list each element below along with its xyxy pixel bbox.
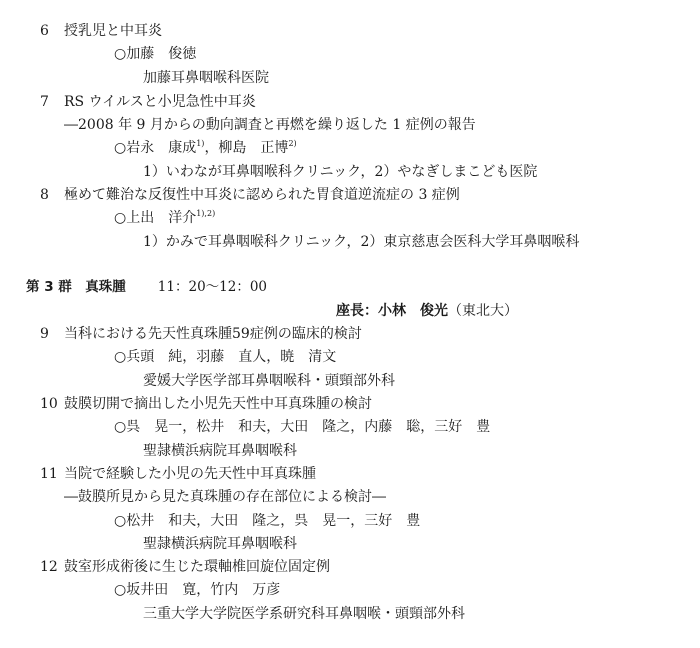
group-title: 第 3 群 真珠腫 bbox=[26, 279, 126, 295]
item-number: 10 bbox=[40, 396, 58, 412]
item-9-authors: ○兵頭 純，羽藤 直人，暁 清文 bbox=[114, 349, 337, 365]
item-11-subtitle: ―鼓膜所見から見た真珠腫の存在部位による検討― bbox=[64, 489, 386, 505]
chair-label: 座長： bbox=[336, 303, 378, 319]
item-7-authors bbox=[114, 141, 297, 155]
author-name: ，柳島 正博 bbox=[204, 140, 289, 156]
item-number: 7 bbox=[40, 94, 49, 110]
author-affil-mark: 1),2) bbox=[196, 209, 216, 218]
item-title: 授乳児と中耳炎 bbox=[64, 23, 162, 39]
item-10-authors: ○呉 晃一，松井 和夫，大田 隆之，内藤 聡，三好 豊 bbox=[114, 419, 491, 435]
item-title: 当院で経験した小児の先天性中耳真珠腫 bbox=[64, 466, 316, 482]
author-name: ○岩永 康成 bbox=[114, 140, 197, 156]
item-7-subtitle: ―2008 年 9 月からの動向調査と再燃を繰り返した 1 症例の報告 bbox=[64, 117, 476, 133]
chairperson-line bbox=[336, 304, 518, 318]
item-11-affiliation: 聖隷横浜病院耳鼻咽喉科 bbox=[143, 536, 297, 552]
program-item-9-title bbox=[40, 327, 362, 341]
item-number: 11 bbox=[40, 466, 58, 482]
item-8-authors bbox=[114, 211, 215, 225]
item-6-affiliation: 加藤耳鼻咽喉科医院 bbox=[143, 70, 269, 86]
program-item-12-title bbox=[40, 560, 330, 574]
group-heading bbox=[26, 281, 267, 295]
item-number: 8 bbox=[40, 187, 49, 203]
program-item-7-title bbox=[40, 95, 256, 109]
item-8-affiliation: 1）かみで耳鼻咽喉科クリニック，2）東京慈恵会医科大学耳鼻咽喉科 bbox=[143, 234, 580, 250]
item-title: 極めて難治な反復性中耳炎に認められた胃食道逆流症の 3 症例 bbox=[64, 187, 460, 203]
author-affil-mark: 1) bbox=[196, 139, 205, 148]
item-12-affiliation: 三重大学大学院医学系研究科耳鼻咽喉・頭頸部外科 bbox=[143, 606, 465, 622]
author-name: ○上出 洋介 bbox=[114, 210, 197, 226]
program-item-11-title bbox=[40, 467, 316, 481]
group-time: 11：20～12：00 bbox=[157, 279, 268, 295]
item-6-authors: ○加藤 俊徳 bbox=[114, 46, 197, 62]
item-title: RS ウイルスと小児急性中耳炎 bbox=[64, 94, 256, 110]
program-item-10-title bbox=[40, 397, 372, 411]
item-number: 6 bbox=[40, 23, 49, 39]
item-number: 9 bbox=[40, 326, 49, 342]
item-7-affiliation: 1）いわなが耳鼻咽喉科クリニック，2）やなぎしまこども医院 bbox=[143, 164, 538, 180]
item-9-affiliation: 愛媛大学医学部耳鼻咽喉科・頭頸部外科 bbox=[143, 373, 395, 389]
item-title: 鼓膜切開で摘出した小児先天性中耳真珠腫の検討 bbox=[64, 396, 372, 412]
item-number: 12 bbox=[40, 559, 58, 575]
item-10-affiliation: 聖隷横浜病院耳鼻咽喉科 bbox=[143, 443, 297, 459]
program-item-8-title bbox=[40, 188, 460, 202]
chair-name: 小林 俊光 bbox=[378, 303, 448, 319]
item-title: 当科における先天性真珠腫59症例の臨床的検討 bbox=[64, 326, 362, 342]
program-item-6-title bbox=[40, 24, 162, 38]
author-affil-mark: 2) bbox=[288, 139, 297, 148]
item-11-authors: ○松井 和夫，大田 隆之，呉 晃一，三好 豊 bbox=[114, 513, 421, 529]
item-title: 鼓室形成術後に生じた環軸椎回旋位固定例 bbox=[64, 559, 330, 575]
chair-affiliation: （東北大） bbox=[448, 303, 518, 319]
item-12-authors: ○坂井田 寛，竹内 万彦 bbox=[114, 582, 281, 598]
